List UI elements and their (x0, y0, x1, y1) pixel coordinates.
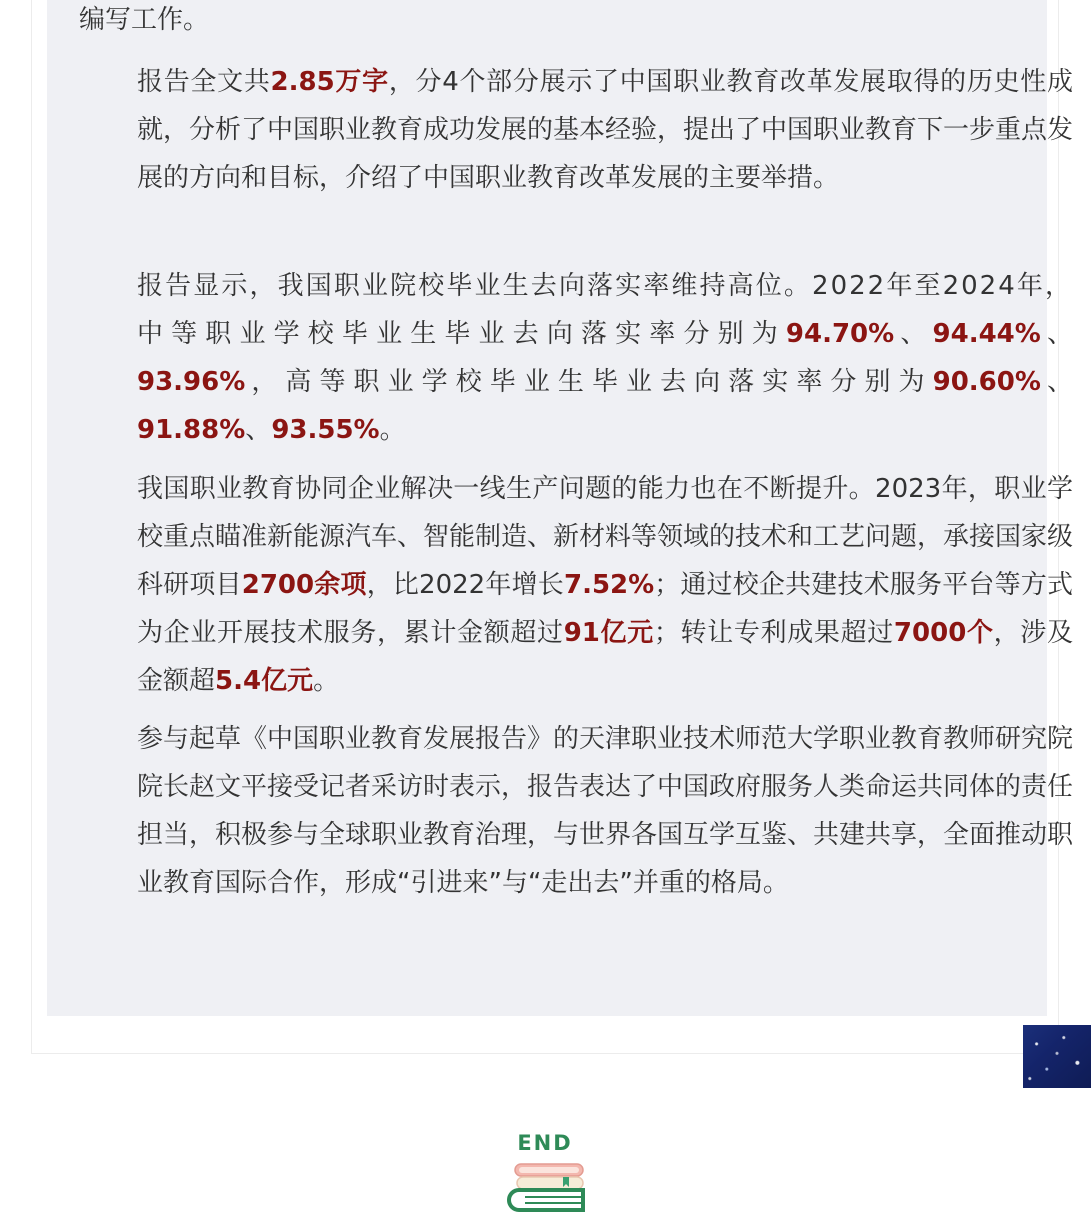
text: ；转让专利成果超过 (653, 618, 894, 648)
highlight-patent-count: 7000个 (893, 618, 994, 648)
text: ，分4个部分展示了中国职业教育改革发展取得的历史性成就，分析了中国职业教育成功发展的基本经验，提出了中国职业教育下一步重点发展的方向和目标，介绍了中国职业教育改革发展的主要举措。 (137, 67, 1074, 193)
highlight-rate-2022-secondary: 94.70% (785, 319, 895, 349)
highlight-rate-2024-secondary: 93.96% (137, 367, 246, 397)
paragraph-enterprise-cooperation (79, 465, 1073, 705)
paragraph-expert-comment: 参与起草《中国职业教育发展报告》的天津职业技术师范大学职业教育教师研究院院长赵文平接受记者采访时表示，报告表达了中国政府服务人类命运共同体的责任担当，积极参与全球职业教育治理，与世界各国互学互鉴、共建共享，全面推动职业教育国际合作，形成“引进来”与“走出去”并重的格局。 (137, 724, 1074, 898)
highlight-patent-amount: 5.4亿元 (215, 666, 314, 696)
highlight-rate-2023-secondary: 94.44% (932, 319, 1041, 349)
books-stack-icon (505, 1162, 587, 1214)
highlight-service-amount: 91亿元 (563, 618, 654, 648)
highlight-rate-2024-higher: 93.55% (271, 415, 380, 445)
highlight-word-count: 2.85万字 (270, 67, 389, 97)
text: ；通过校企共建技术服务平台等方式为企业开展技术服务，累计金额超过 (137, 570, 1073, 648)
text: 。 (313, 666, 340, 696)
highlight-growth-rate: 7.52% (563, 570, 655, 600)
text: ，比2022年增长 (366, 570, 564, 600)
text: 报告显示，我国职业院校毕业生去向落实率维持高位。2022年至2024年，中等职业学校毕业生毕业去向落实率分别为 (137, 271, 1073, 349)
text: 我国职业教育协同企业解决一线生产问题的能力也在不断提升。2023年，职业学校重点瞄准新能源汽车、智能制造、新材料等领域的技术和工艺问题，承接国家级科研项目 (137, 474, 1074, 600)
end-label: END (517, 1131, 573, 1155)
highlight-rate-2022-higher: 90.60% (932, 367, 1041, 397)
text: 。 (379, 415, 406, 445)
text: 、 (1040, 319, 1073, 349)
highlight-project-count: 2700余项 (241, 570, 367, 600)
paragraph-intro-tail: 编写工作。 (79, 5, 210, 35)
starry-sky-image (1023, 1025, 1091, 1088)
text: ，涉及金额超 (137, 618, 1073, 696)
paragraph-employment-rates (79, 262, 1073, 454)
text: 、 (894, 319, 933, 349)
text: 、 (1040, 367, 1073, 397)
highlight-rate-2023-higher: 91.88% (137, 415, 246, 445)
text: ，高等职业学校毕业生毕业去向落实率分别为 (245, 367, 933, 397)
paragraph-report-summary (79, 58, 1073, 202)
text: 、 (245, 415, 272, 445)
text: 报告全文共 (137, 67, 271, 97)
